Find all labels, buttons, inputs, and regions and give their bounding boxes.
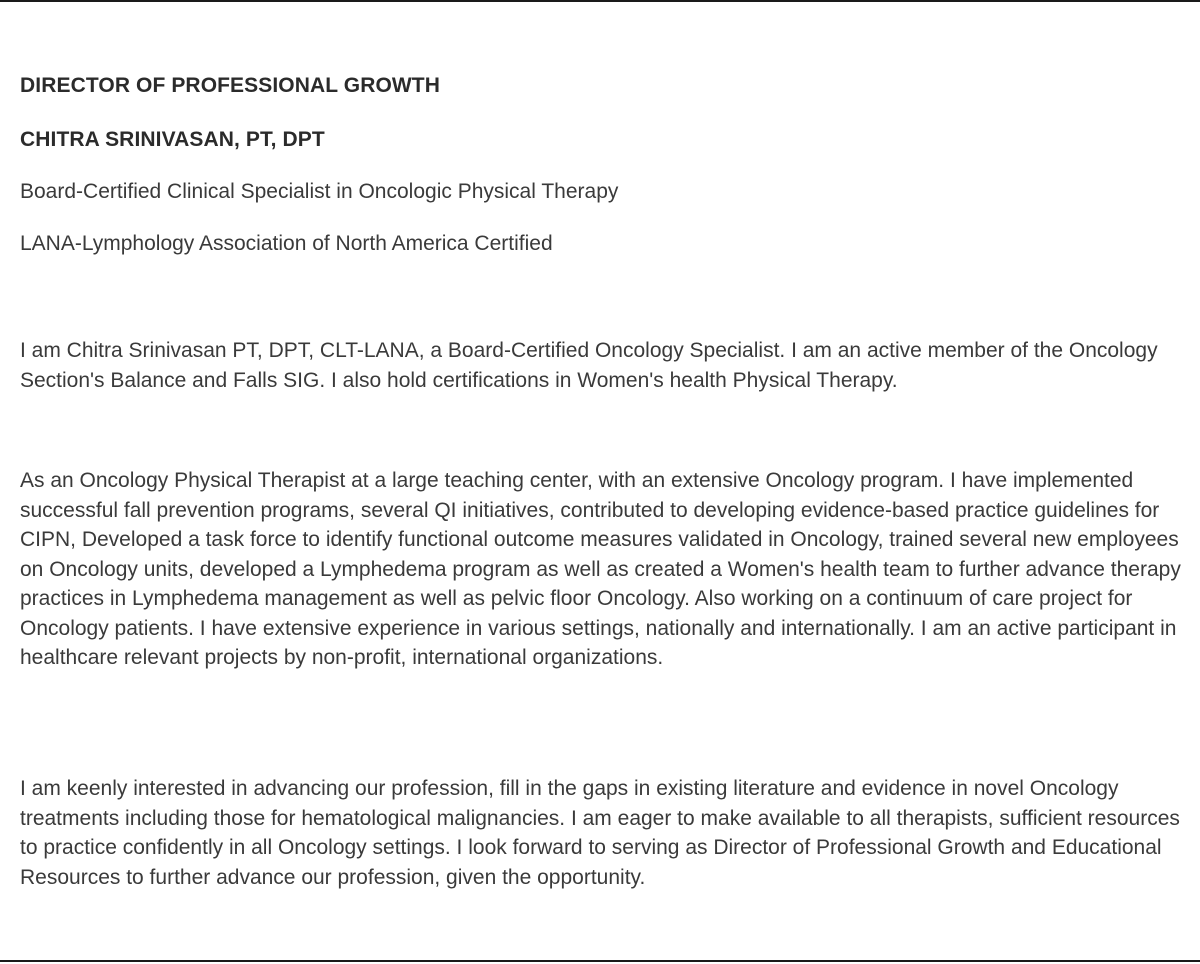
bio-paragraph-2: As an Oncology Physical Therapist at a large teaching center, with an extensive Oncology program. I have implemented successful fall prevention programs, several QI initiatives, contributed to developing evidence-based practice guidelines for CIPN, Developed a task force to identify functional outcome measures validated in Oncology, trained several new employees on Oncology units, developed a Lymphedema program as well as created a Women's health team to further advance therapy practices in Lymphedema management as well as pelvic floor Oncology. Also working on a continuum of care project for Oncology patients. I have extensive experience in various settings, nationally and internationally. I am an active participant in healthcare relevant projects by non-profit, international organizations. <box>20 469 1181 669</box>
bottom-divider <box>0 960 1200 962</box>
credential-line-2: LANA-Lymphology Association of North America Certified <box>20 232 553 255</box>
top-divider <box>0 0 1200 2</box>
credential-line-1: Board-Certified Clinical Specialist in Oncologic Physical Therapy <box>20 180 619 203</box>
bio-paragraph-1: I am Chitra Srinivasan PT, DPT, CLT-LANA, a Board-Certified Oncology Specialist. I am an active member of the Oncology Section's Balance and Falls SIG. I also hold certifications in Women's health Physical Therapy. <box>20 339 1158 392</box>
candidate-name: CHITRA SRINIVASAN, PT, DPT <box>20 128 325 151</box>
bio-paragraph-3: I am keenly interested in advancing our profession, fill in the gaps in existing literature and evidence in novel Oncology treatments including those for hematological malignancies. I am eager to make available to all therapists, sufficient resources to practice confidently in all Oncology settings. I look forward to serving as Director of Professional Growth and Educational Resources to further advance our profession, given the opportunity. <box>20 777 1180 889</box>
position-title: DIRECTOR OF PROFESSIONAL GROWTH <box>20 74 441 97</box>
